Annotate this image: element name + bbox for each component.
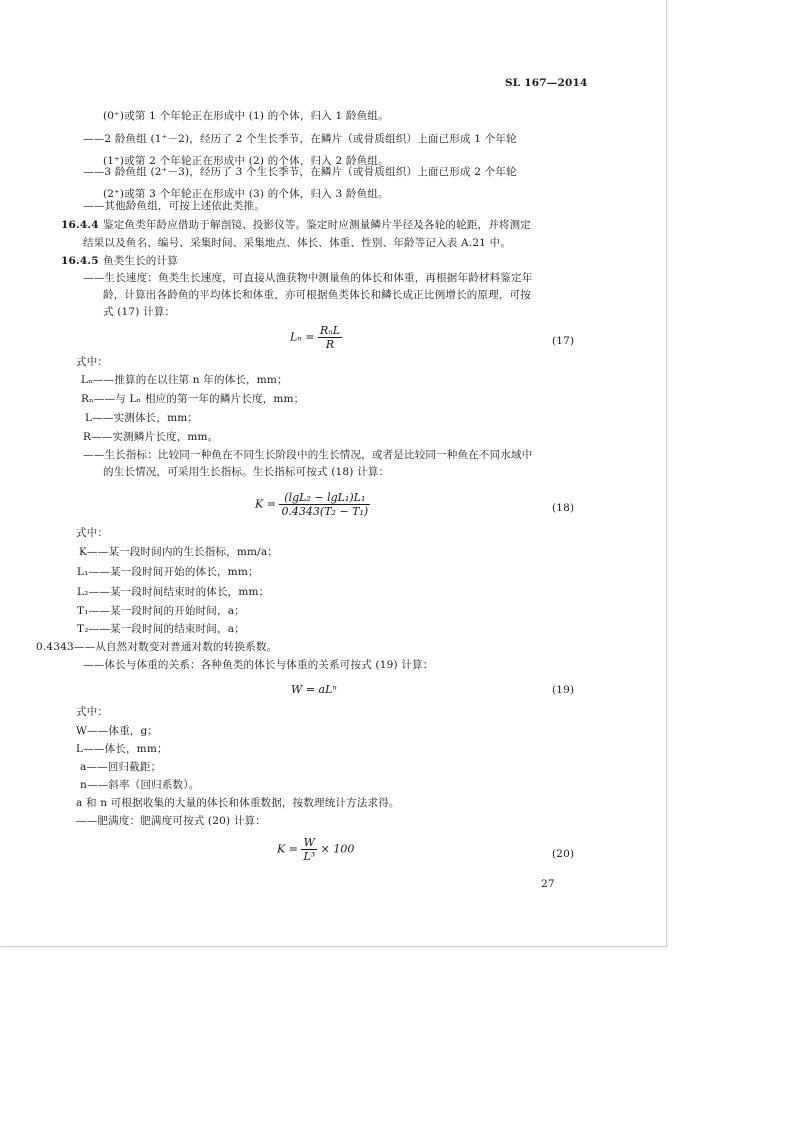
where-label: 式中： <box>76 706 109 718</box>
section-number: 16.4.5 <box>61 255 99 267</box>
paragraph-line: 的生长情况，可采用生长指标。生长指标可按式 (18) 计算： <box>103 466 390 478</box>
definition-item: W——体重，g； <box>76 725 159 737</box>
paragraph-line: ——生长指标：比较同一种鱼在不同生长阶段中的生长情况，或者是比较同一种鱼在不同水域中 <box>83 449 533 461</box>
fraction-denominator: R <box>325 338 335 351</box>
equation-lhs: K = <box>277 842 298 856</box>
fraction-denominator: L³ <box>303 850 316 863</box>
equation-17 <box>290 324 342 351</box>
equation-rhs: × 100 <box>320 842 355 856</box>
paragraph-line: ——生长速度：鱼类生长速度，可直接从渔获物中测量鱼的体长和体重，再根据年龄材料鉴定年 <box>83 272 533 284</box>
fraction-numerator: RₙL <box>319 324 341 337</box>
where-label: 式中： <box>76 527 109 539</box>
definition-item: n——斜率（回归系数）。 <box>80 779 200 791</box>
text-line: (1⁺)或第 2 个年轮正在形成中 (2) 的个体，归入 2 龄鱼组。 <box>103 155 389 167</box>
text-line: (0⁺)或第 1 个年轮正在形成中 (1) 的个体，归入 1 龄鱼组。 <box>103 110 389 122</box>
definition-item: R——实测鳞片长度，mm。 <box>83 431 219 443</box>
paragraph-line: ——体长与体重的关系：各种鱼类的体长与体重的关系可按式 (19) 计算： <box>83 659 434 671</box>
equation-18 <box>255 491 370 518</box>
equation-lhs: Lₙ = <box>290 330 315 344</box>
text-line: ——2 龄鱼组 (1⁺－2)，经历了 2 个生长季节，在鳞片（或骨质组织）上面已形成 1 个年轮 <box>83 133 517 145</box>
equation-number: (17) <box>552 335 575 347</box>
definition-item: 0.4343——从自然对数变对普通对数的转换系数。 <box>36 641 278 653</box>
definition-item: a——回归截距； <box>80 761 162 773</box>
equation-fraction <box>318 324 342 351</box>
equation-20 <box>277 836 354 863</box>
fraction-denominator: 0.4343(T₂ − T₁) <box>281 505 369 518</box>
definition-item: L——体长，mm； <box>76 743 168 755</box>
section-title: 鱼类生长的计算 <box>103 255 178 267</box>
where-label: 式中： <box>76 356 109 368</box>
note-line: a 和 n 可根据收集的大量的体长和体重数据，按数理统计方法求得。 <box>76 797 400 809</box>
equation-number: (19) <box>552 684 575 696</box>
text-line: (2⁺)或第 3 个年轮正在形成中 (3) 的个体，归入 3 龄鱼组。 <box>103 188 389 200</box>
equation-fraction <box>301 836 317 863</box>
definition-item: K——某一段时间内的生长指标，mm/a； <box>79 546 279 558</box>
page-number: 27 <box>541 878 555 890</box>
equation-number: (20) <box>552 848 575 860</box>
definition-item: L₂——某一段时间结束时的体长，mm； <box>77 586 270 598</box>
paragraph-line: 龄，计算出各龄鱼的平均体长和体重，亦可根据鱼类体长和鳞长成正比例增长的原理，可按 <box>103 289 531 301</box>
standard-code-header: SL 167—2014 <box>505 77 588 89</box>
definition-item: L——实测体长，mm； <box>85 412 199 424</box>
definition-item: L₁——某一段时间开始的体长，mm； <box>77 566 259 578</box>
paragraph-line: ——肥满度：肥满度可按式 (20) 计算： <box>76 815 266 827</box>
equation-number: (18) <box>552 502 575 514</box>
definition-item: Lₙ——推算的在以往第 n 年的体长，mm； <box>81 374 288 386</box>
equation-19: W = aLⁿ <box>291 683 337 696</box>
definition-item: Rₙ——与 Lₙ 相应的第一年的鳞片长度，mm； <box>81 393 305 405</box>
equation-lhs: K = <box>255 497 276 511</box>
paragraph-line: 结果以及鱼名、编号、采集时间、采集地点、体长、体重、性别、年龄等记入表 A.21 中。 <box>83 237 512 249</box>
text-line: ——3 龄鱼组 (2⁺－3)，经历了 3 个生长季节，在鳞片（或骨质组织）上面已形成 2 个年轮 <box>83 166 517 178</box>
paragraph-line: 式 (17) 计算： <box>103 306 176 318</box>
definition-item: T₂——某一段时间的结束时间，a； <box>77 623 245 635</box>
definition-item: T₁——某一段时间的开始时间，a； <box>77 605 245 617</box>
fraction-numerator: (lgL₂ − lgL₁)L₁ <box>279 491 370 505</box>
fraction-numerator: W <box>301 836 317 850</box>
paragraph-line: 鉴定鱼类年龄应借助于解剖镜、投影仪等。鉴定时应测量鳞片半径及各轮的轮距，并将测定 <box>103 219 531 231</box>
text-line: ——其他龄鱼组，可按上述依此类推。 <box>83 200 265 212</box>
section-number: 16.4.4 <box>61 219 99 231</box>
equation-fraction <box>279 491 370 518</box>
